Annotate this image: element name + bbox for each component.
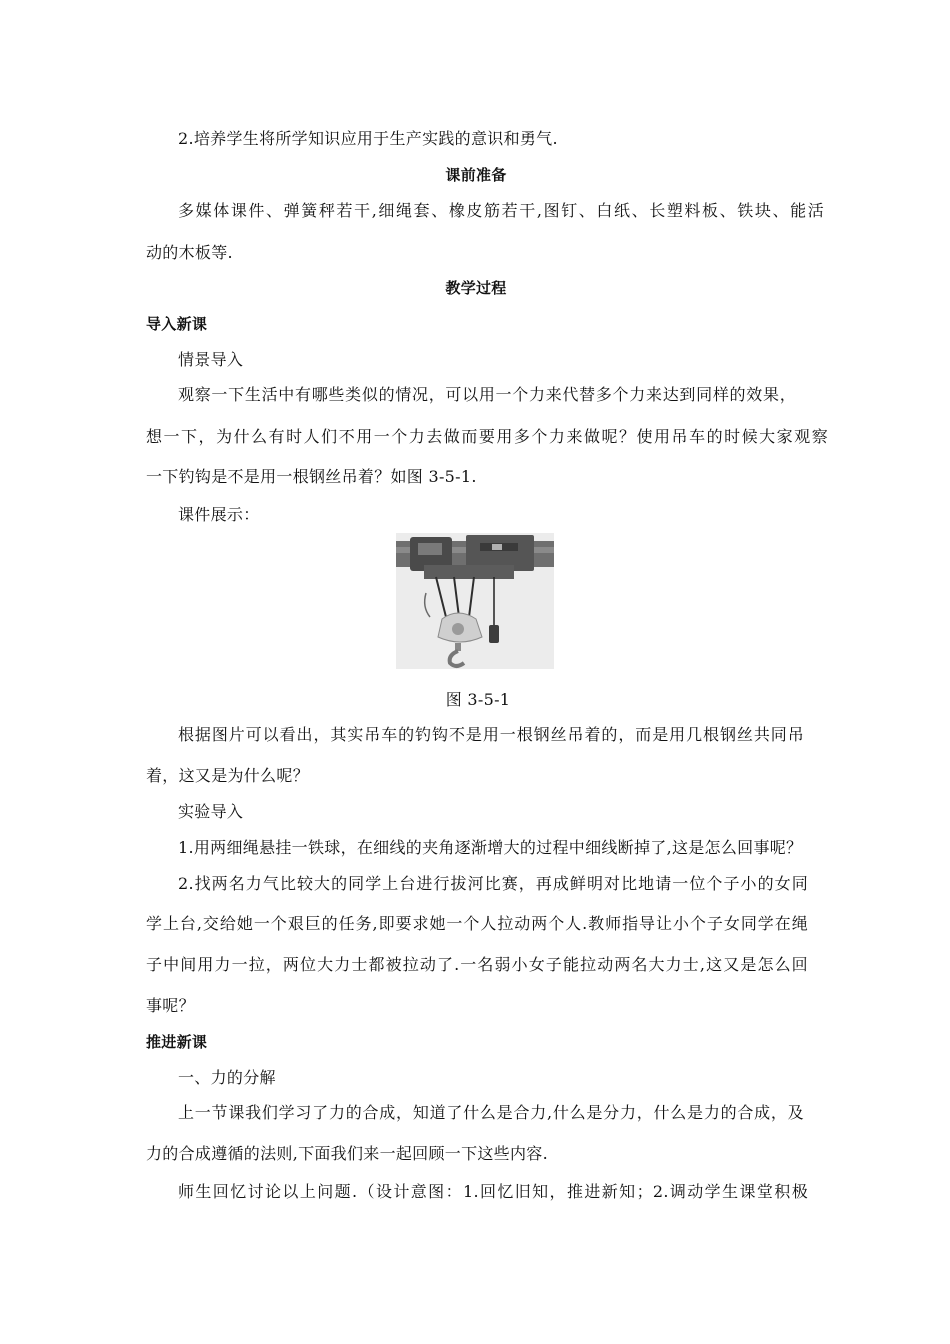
heading-advance: 推进新课 — [146, 1033, 208, 1051]
paragraph-line-3: 一下钓钩是不是用一根钢丝吊着？如图 3-5-1. — [146, 467, 477, 486]
heading-teaching-process: 教学过程 — [445, 279, 507, 297]
experiment-item-2-line-1: 2.找两名力气比较大的同学上台进行拔河比赛，再成鲜明对比地请一位个子小的女同 — [178, 874, 808, 893]
objective-2: 2.培养学生将所学知识应用于生产实践的意识和勇气. — [178, 129, 558, 148]
materials-line-1: 多媒体课件、弹簧秤若干,细绳套、橡皮筋若干,图钉、白纸、长塑料板、铁块、能活 — [178, 201, 824, 220]
section-force-decomposition: 一、力的分解 — [178, 1068, 276, 1087]
figure-caption: 图 3-5-1 — [445, 690, 511, 709]
experiment-item-2-line-4: 事呢？ — [146, 996, 195, 1015]
courseware-label: 课件展示： — [178, 505, 260, 524]
experiment-item-1: 1.用两细绳悬挂一铁球，在细线的夹角逐渐增大的过程中细线断掉了,这是怎么回事呢？ — [178, 838, 803, 857]
review-line-1: 上一节课我们学习了力的合成，知道了什么是合力,什么是分力，什么是力的合成，及 — [178, 1103, 804, 1122]
paragraph-line-2: 想一下，为什么有时人们不用一个力去做而要用多个力来做呢？使用吊车的时候大家观察 — [146, 427, 828, 446]
crane-hook-photo — [396, 533, 554, 669]
experiment-item-2-line-2: 学上台,交给她一个艰巨的任务,即要求她一个人拉动两个人.教师指导让小个子女同学在绳 — [146, 914, 808, 933]
materials-line-2: 动的木板等. — [146, 243, 233, 262]
paragraph-line-1: 观察一下生活中有哪些类似的情况，可以用一个力来代替多个力来达到同样的效果， — [178, 385, 796, 404]
experiment-intro-label: 实验导入 — [178, 802, 244, 821]
heading-introduction: 导入新课 — [146, 315, 208, 333]
paragraph-line-4: 根据图片可以看出，其实吊车的钓钩不是用一根钢丝吊着的，而是用几根钢丝共同吊 — [178, 725, 804, 744]
review-line-3: 师生回忆讨论以上问题.（设计意图：1.回忆旧知，推进新知；2.调动学生课堂积极 — [178, 1182, 808, 1201]
heading-preparation: 课前准备 — [445, 166, 507, 184]
paragraph-line-5: 着，这又是为什么呢？ — [146, 766, 310, 785]
review-line-2: 力的合成遵循的法则,下面我们来一起回顾一下这些内容. — [146, 1144, 548, 1163]
scenario-intro-label: 情景导入 — [178, 350, 244, 369]
experiment-item-2-line-3: 子中间用力一拉，两位大力士都被拉动了.一名弱小女子能拉动两名大力士,这又是怎么回 — [146, 955, 808, 974]
